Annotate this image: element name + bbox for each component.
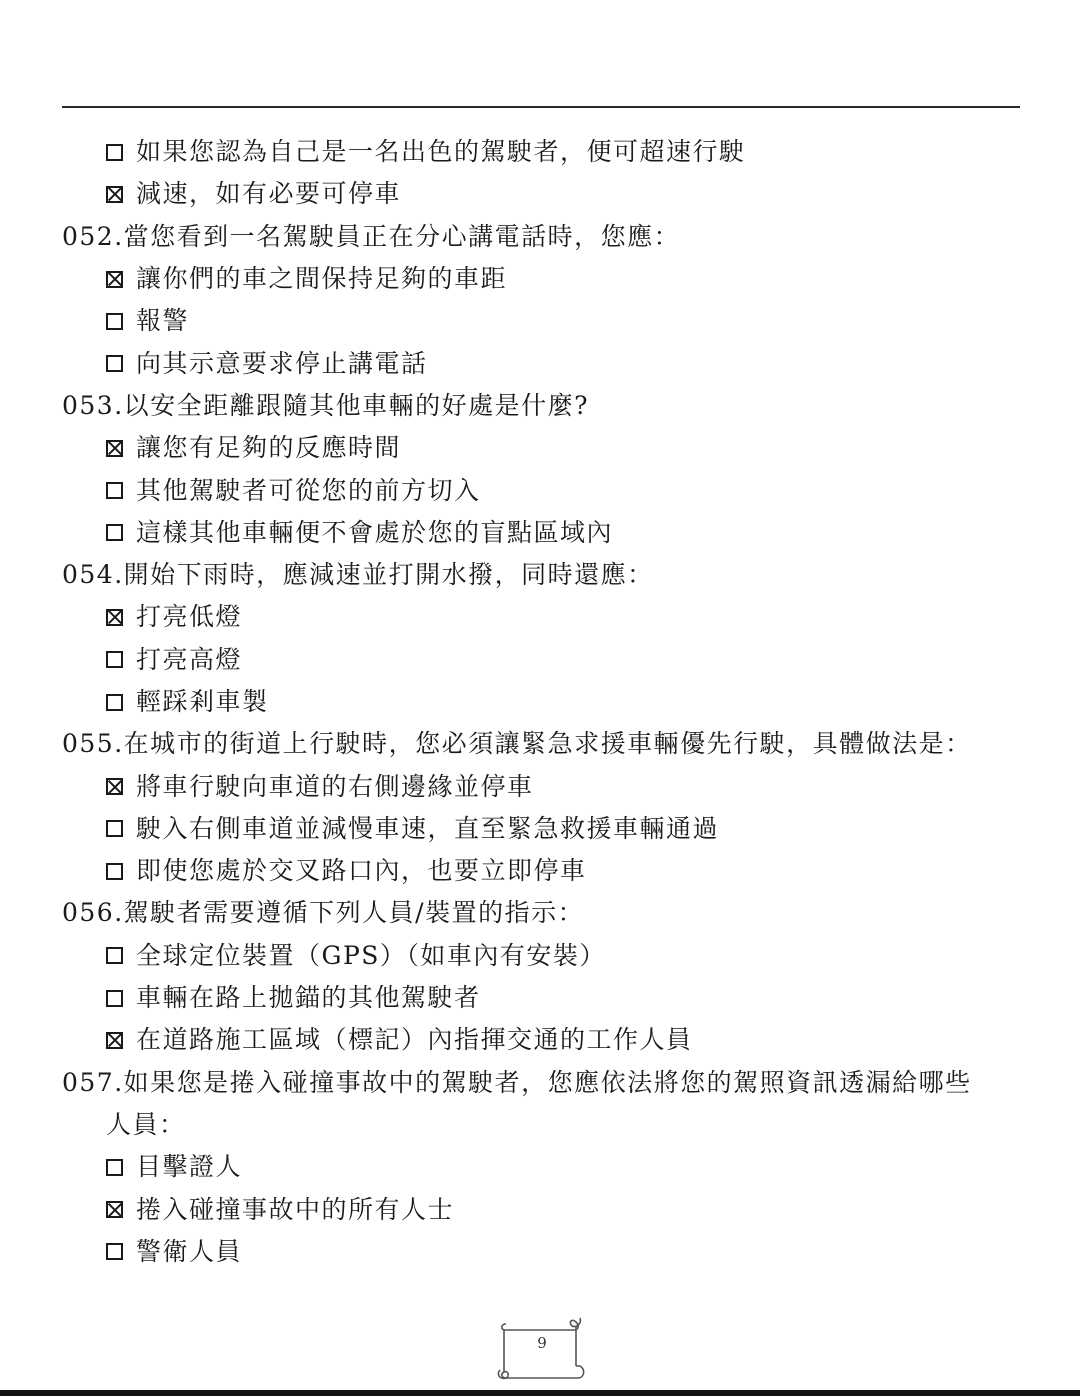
checked-box-icon: [106, 609, 123, 626]
option-text: 如果您認為自己是一名出色的駕駛者，便可超速行駛: [136, 137, 746, 167]
answer-option: [0, 427, 1080, 469]
page-number: 9: [537, 1334, 547, 1352]
option-text: 讓您有足夠的反應時間: [136, 433, 402, 463]
answer-option: [0, 1146, 1080, 1188]
option-text: 目擊證人: [136, 1152, 243, 1182]
empty-box-icon: [106, 1243, 123, 1260]
empty-box-icon: [106, 694, 123, 711]
question-text: 053.以安全距離跟隨其他車輛的好處是什麼?: [62, 390, 590, 420]
checked-box-icon: [106, 1201, 123, 1218]
question-text: 057.如果您是捲入碰撞事故中的駕駛者，您應依法將您的駕照資訊透漏給哪些: [62, 1067, 972, 1097]
answer-option: [0, 639, 1080, 681]
empty-box-icon: [106, 651, 123, 668]
question-text: 052.當您看到一名駕駛員正在分心講電話時，您應：: [62, 221, 681, 251]
checked-box-icon: [106, 440, 123, 457]
answer-option: [0, 342, 1080, 384]
option-text: 讓你們的車之間保持足夠的車距: [136, 264, 508, 294]
option-text: 警衛人員: [136, 1236, 243, 1266]
option-text: 車輛在路上拋錨的其他駕駛者: [136, 983, 481, 1013]
option-text: 捲入碰撞事故中的所有人士: [136, 1194, 455, 1224]
answer-option: [0, 935, 1080, 977]
option-text: 輕踩剎車製: [136, 687, 269, 716]
option-text: 駛入右側車道並減慢車速，直至緊急救援車輛通過: [136, 813, 720, 843]
answer-option: [0, 1231, 1080, 1273]
option-text: 其他駕駛者可從您的前方切入: [136, 475, 481, 505]
answer-option: [0, 512, 1080, 554]
answer-option: [0, 808, 1080, 850]
option-text: 報警: [136, 306, 190, 336]
answer-option: [0, 596, 1080, 638]
answer-option: [0, 681, 1080, 723]
answer-option: [0, 850, 1080, 892]
question-list: [0, 131, 1080, 1273]
question-continuation: 人員：: [106, 1109, 186, 1139]
answer-option: [0, 469, 1080, 511]
question-text: 054.開始下雨時，應減速並打開水撥，同時還應：: [62, 559, 654, 589]
empty-box-icon: [106, 820, 123, 837]
option-text: 向其示意要求停止講電話: [136, 348, 428, 378]
answer-option: [0, 300, 1080, 342]
option-text: 將車行駛向車道的右側邊緣並停車: [136, 771, 534, 801]
empty-box-icon: [106, 947, 123, 964]
empty-box-icon: [106, 482, 123, 499]
checked-box-icon: [106, 778, 123, 795]
option-text: 全球定位裝置（GPS）（如車內有安裝）: [136, 940, 606, 970]
question-text: 056.駕駛者需要遵循下列人員/裝置的指示：: [62, 898, 585, 928]
empty-box-icon: [106, 990, 123, 1007]
checked-box-icon: [106, 1032, 123, 1049]
answer-option: [0, 977, 1080, 1019]
checked-box-icon: [106, 271, 123, 288]
answer-option: [0, 765, 1080, 807]
question-text: 055.在城市的街道上行駛時，您必須讓緊急求援車輛優先行駛，具體做法是：: [62, 729, 972, 759]
answer-option: [0, 1188, 1080, 1230]
answer-option: [0, 258, 1080, 300]
option-text: 減速，如有必要可停車: [136, 179, 402, 209]
option-text: 在道路施工區域（標記）內指揮交通的工作人員: [136, 1025, 693, 1055]
empty-box-icon: [106, 313, 123, 330]
answer-option: [0, 131, 1080, 173]
empty-box-icon: [106, 863, 123, 880]
empty-box-icon: [106, 144, 123, 161]
header-rule: [62, 106, 1020, 108]
empty-box-icon: [106, 1159, 123, 1176]
empty-box-icon: [106, 355, 123, 372]
bottom-border: [0, 1390, 1080, 1396]
option-text: 打亮高燈: [136, 644, 243, 674]
answer-option: [0, 173, 1080, 215]
option-text: 即使您處於交叉路口內，也要立即停車: [136, 856, 587, 886]
empty-box-icon: [106, 524, 123, 541]
option-text: 打亮低燈: [136, 602, 243, 632]
option-text: 這樣其他車輛便不會處於您的盲點區域內: [136, 517, 614, 547]
checked-box-icon: [106, 186, 123, 203]
answer-option: [0, 1019, 1080, 1061]
